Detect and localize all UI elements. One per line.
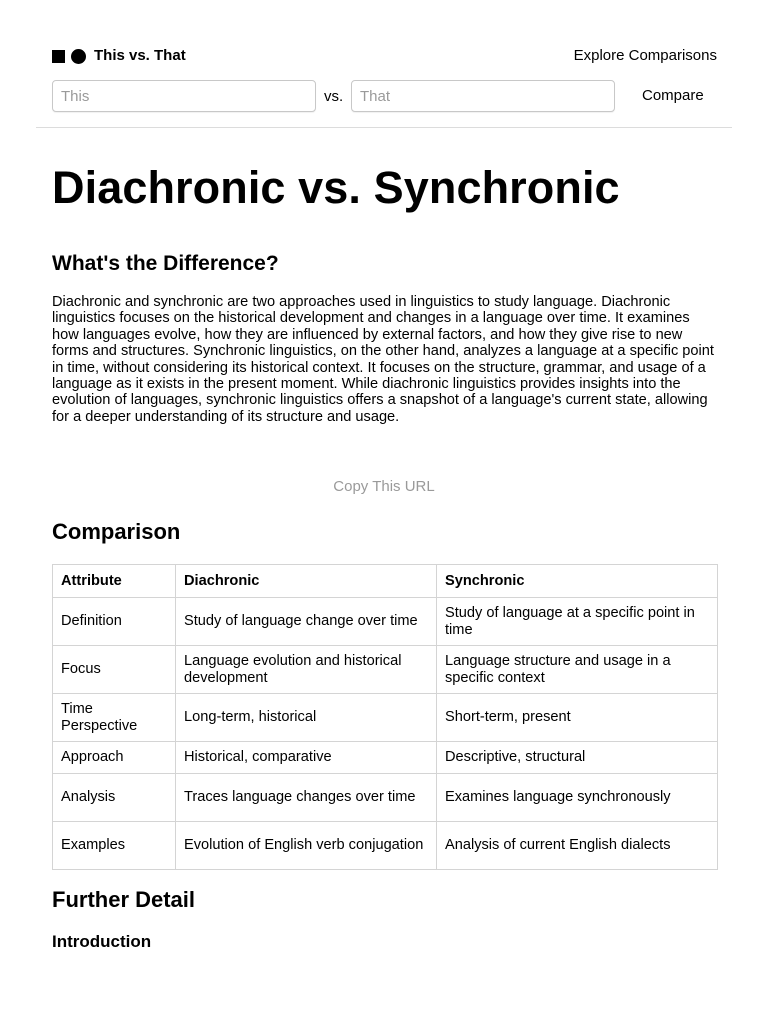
table-cell: Descriptive, structural	[437, 742, 718, 774]
explore-comparisons-link[interactable]: Explore Comparisons	[573, 47, 717, 64]
table-cell: Approach	[53, 742, 176, 774]
table-cell: Study of language at a specific point in time	[437, 598, 718, 646]
this-input[interactable]	[52, 80, 316, 112]
site-header	[0, 0, 768, 130]
table-header-row	[53, 565, 718, 598]
table-cell: Evolution of English verb conjugation	[176, 822, 437, 870]
table-cell: Focus	[53, 646, 176, 694]
table-cell: Analysis of current English dialects	[437, 822, 718, 870]
table-cell: Language evolution and historical development	[176, 646, 437, 694]
further-detail-heading: Further Detail	[52, 887, 196, 912]
table-cell: Traces language changes over time	[176, 774, 437, 822]
table-cell: Definition	[53, 598, 176, 646]
table-cell: Historical, comparative	[176, 742, 437, 774]
comparison-heading: Comparison	[52, 519, 181, 544]
circle-icon	[71, 49, 86, 64]
table-cell: Examples	[53, 822, 176, 870]
header-divider	[36, 127, 732, 128]
vs-label: vs.	[324, 88, 344, 105]
difference-heading: What's the Difference?	[52, 252, 279, 275]
table-cell: Language structure and usage in a specific context	[437, 646, 718, 694]
that-input[interactable]	[351, 80, 615, 112]
compare-button[interactable]: Compare	[640, 80, 706, 112]
table-cell: Examines language synchronously	[437, 774, 718, 822]
table-header-cell: Attribute	[53, 565, 176, 598]
introduction-heading: Introduction	[52, 932, 152, 951]
summary-paragraph: Diachronic and synchronic are two approaches used in linguistics to study language. Diachronic linguistics focuses on the historical development and changes in a language over time. It examines how languages evolve, how they are influenced by external factors, and how they give rise to new forms and structures. Synchronic linguistics, on the other hand, analyzes a language at a specific point in time, without considering its historical context. It focuses on the structure, grammar, and usage of a language as it exists in the present moment. While diachronic linguistics provides insights into the evolution of languages, synchronic linguistics offers a snapshot of a language's current state, allowing for a deeper understanding of its structure and usage.	[52, 294, 714, 425]
table-cell: Short-term, present	[437, 694, 718, 742]
table-row	[53, 694, 718, 742]
copy-url-button[interactable]: Copy This URL	[333, 478, 435, 495]
table-row	[53, 822, 718, 870]
comparison-table	[52, 564, 718, 870]
page-title: Diachronic vs. Synchronic	[52, 162, 620, 213]
table-cell: Analysis	[53, 774, 176, 822]
table-header-cell: Diachronic	[176, 565, 437, 598]
table-cell: Time Perspective	[53, 694, 176, 742]
table-row	[53, 774, 718, 822]
table-row	[53, 598, 718, 646]
table-row	[53, 646, 718, 694]
logo-text: This vs. That	[94, 47, 186, 64]
table-cell: Study of language change over time	[176, 598, 437, 646]
site-logo[interactable]	[52, 47, 186, 65]
table-header-cell: Synchronic	[437, 565, 718, 598]
table-row	[53, 742, 718, 774]
square-icon	[52, 50, 65, 63]
table-cell: Long-term, historical	[176, 694, 437, 742]
